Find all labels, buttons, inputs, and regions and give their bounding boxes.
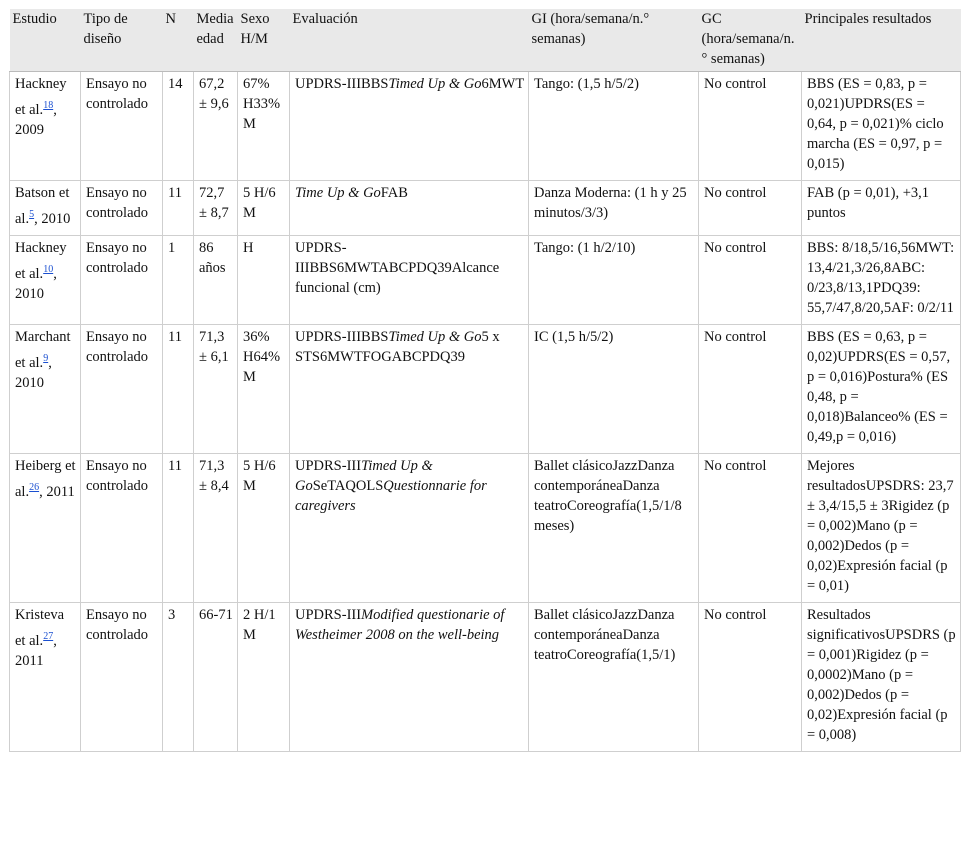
results-cell: BBS (ES = 0,83, p = 0,021)UPDRS(ES = 0,64, p = 0,021)% ciclo marcha (ES = 0,97, p = 0,015)	[802, 72, 961, 181]
n-cell: 11	[163, 324, 194, 453]
design-cell: Ensayo no controlado	[81, 453, 163, 602]
study-year: , 2010	[15, 265, 57, 302]
n-cell: 14	[163, 72, 194, 181]
study-author: Kristeva et al.	[15, 606, 65, 649]
study-cell	[10, 72, 81, 181]
gi-cell: Ballet clásicoJazzDanza contemporáneaDanza teatroCoreografía(1,5/1)	[529, 602, 699, 751]
study-year: , 2011	[39, 483, 75, 500]
gc-cell: No control	[699, 602, 802, 751]
col-header: Evaluación	[290, 9, 529, 72]
col-header: GI (hora/semana/n.° semanas)	[529, 9, 699, 72]
gi-cell: Ballet clásicoJazzDanza contemporáneaDanza teatroCoreografía(1,5/1/8 meses)	[529, 453, 699, 602]
study-cell	[10, 453, 81, 602]
study-year: , 2009	[15, 101, 57, 138]
gc-cell: No control	[699, 72, 802, 181]
sex-cell: 36% H64% M	[238, 324, 290, 453]
evaluation-text: UPDRS-III	[295, 457, 362, 474]
col-header: Media edad	[194, 9, 238, 72]
table-row	[10, 72, 961, 181]
evaluation-cell	[290, 181, 529, 236]
reference-link[interactable]: 26	[29, 481, 40, 493]
study-cell	[10, 235, 81, 324]
age-cell: 67,2 ± 9,6	[194, 72, 238, 181]
reference-link[interactable]: 9	[43, 352, 49, 364]
gc-cell: No control	[699, 235, 802, 324]
col-header: Sexo H/M	[238, 9, 290, 72]
study-cell	[10, 181, 81, 236]
design-cell: Ensayo no controlado	[81, 324, 163, 453]
evaluation-cell	[290, 602, 529, 751]
evaluation-text: 5 x STS6MWTFOGABCPDQ39	[295, 328, 500, 365]
n-cell: 11	[163, 181, 194, 236]
gc-cell: No control	[699, 453, 802, 602]
table-row	[10, 602, 961, 751]
sex-cell: 5 H/6 M	[238, 453, 290, 602]
results-cell: FAB (p = 0,01), +3,1 puntos	[802, 181, 961, 236]
table-row	[10, 324, 961, 453]
sex-cell: 2 H/1 M	[238, 602, 290, 751]
evaluation-italic: Questionnarie for caregivers	[295, 477, 487, 514]
results-cell: BBS: 8/18,5/16,56MWT: 13,4/21,3/26,8ABC: 0/23,8/13,1PDQ39: 55,7/47,8/20,5AF: 0/2/11	[802, 235, 961, 324]
evaluation-cell	[290, 72, 529, 181]
gi-cell: Tango: (1,5 h/5/2)	[529, 72, 699, 181]
evaluation-text: UPDRS-IIIBBS	[295, 328, 389, 345]
col-header: Estudio	[10, 9, 81, 72]
col-header: Principales resultados	[802, 9, 961, 72]
study-author: Hackney et al.	[15, 239, 67, 282]
col-header: Tipo de diseño	[81, 9, 163, 72]
study-year: , 2010	[34, 210, 71, 227]
col-header: GC (hora/semana/n.° semanas)	[699, 9, 802, 72]
gc-cell: No control	[699, 181, 802, 236]
age-cell: 71,3 ± 6,1	[194, 324, 238, 453]
evaluation-text: FAB	[380, 185, 408, 201]
evaluation-cell	[290, 324, 529, 453]
evaluation-text: 6MWT	[481, 76, 525, 92]
reference-link[interactable]: 10	[43, 263, 54, 275]
study-cell	[10, 602, 81, 751]
sex-cell: 67% H33% M	[238, 72, 290, 181]
sex-cell: 5 H/6 M	[238, 181, 290, 236]
design-cell: Ensayo no controlado	[81, 602, 163, 751]
n-cell: 11	[163, 453, 194, 602]
study-author: Heiberg et al.	[15, 457, 76, 500]
reference-link[interactable]: 27	[43, 630, 54, 642]
gi-cell: Tango: (1 h/2/10)	[529, 235, 699, 324]
age-cell: 71,3 ± 8,4	[194, 453, 238, 602]
reference-link[interactable]: 5	[29, 209, 35, 220]
results-cell: Mejores resultadosUPSDRS: 23,7 ± 3,4/15,5 ± 3Rigidez (p = 0,002)Mano (p = 0,002)Dedos (p = 0,02)Expresión facial (p = 0,01)	[802, 453, 961, 602]
table-row	[10, 181, 961, 236]
study-year: , 2010	[15, 354, 52, 391]
sex-cell: H	[238, 235, 290, 324]
design-cell: Ensayo no controlado	[81, 181, 163, 236]
evaluation-text: UPDRS-IIIBBS	[295, 76, 389, 92]
table-row	[10, 453, 961, 602]
evaluation-italic: Modified questionarie of Westheimer 2008 on the well-being	[295, 606, 505, 643]
col-header: N	[163, 9, 194, 72]
gc-cell: No control	[699, 324, 802, 453]
evaluation-italic: Timed Up & Go	[295, 457, 433, 494]
evaluation-italic: Timed Up & Go	[388, 76, 482, 92]
study-author: Batson et al.	[15, 185, 70, 227]
study-author: Hackney et al.	[15, 76, 67, 118]
study-year: , 2011	[15, 632, 57, 669]
results-cell: Resultados significativosUPSDRS (p = 0,001)Rigidez (p = 0,0002)Mano (p = 0,002)Dedos (p = 0,02)Expresión facial (p = 0,008)	[802, 602, 961, 751]
table-row	[10, 235, 961, 324]
gi-cell: Danza Moderna: (1 h y 25 minutos/3/3)	[529, 181, 699, 236]
evaluation-italic: Time Up & Go	[295, 185, 381, 201]
study-cell	[10, 324, 81, 453]
age-cell: 72,7 ± 8,7	[194, 181, 238, 236]
studies-table	[9, 9, 961, 752]
gi-cell: IC (1,5 h/5/2)	[529, 324, 699, 453]
evaluation-cell	[290, 453, 529, 602]
header-row	[10, 9, 961, 72]
n-cell: 3	[163, 602, 194, 751]
evaluation-italic: Timed Up & Go	[388, 328, 482, 345]
evaluation-text: SeTAQOLS	[312, 477, 384, 494]
evaluation-text: UPDRS-III	[295, 606, 362, 623]
study-author: Marchant et al.	[15, 328, 71, 371]
results-cell: BBS (ES = 0,63, p = 0,02)UPDRS(ES = 0,57, p = 0,016)Postura% (ES 0,48, p = 0,018)Balanceo% (ES = 0,49,p = 0,016)	[802, 324, 961, 453]
n-cell: 1	[163, 235, 194, 324]
age-cell: 66-71	[194, 602, 238, 751]
design-cell: Ensayo no controlado	[81, 72, 163, 181]
evaluation-cell	[290, 235, 529, 324]
age-cell: 86 años	[194, 235, 238, 324]
reference-link[interactable]: 18	[43, 100, 54, 111]
evaluation-text: UPDRS-IIIBBS6MWTABCPDQ39Alcance funcional (cm)	[295, 239, 500, 296]
design-cell: Ensayo no controlado	[81, 235, 163, 324]
